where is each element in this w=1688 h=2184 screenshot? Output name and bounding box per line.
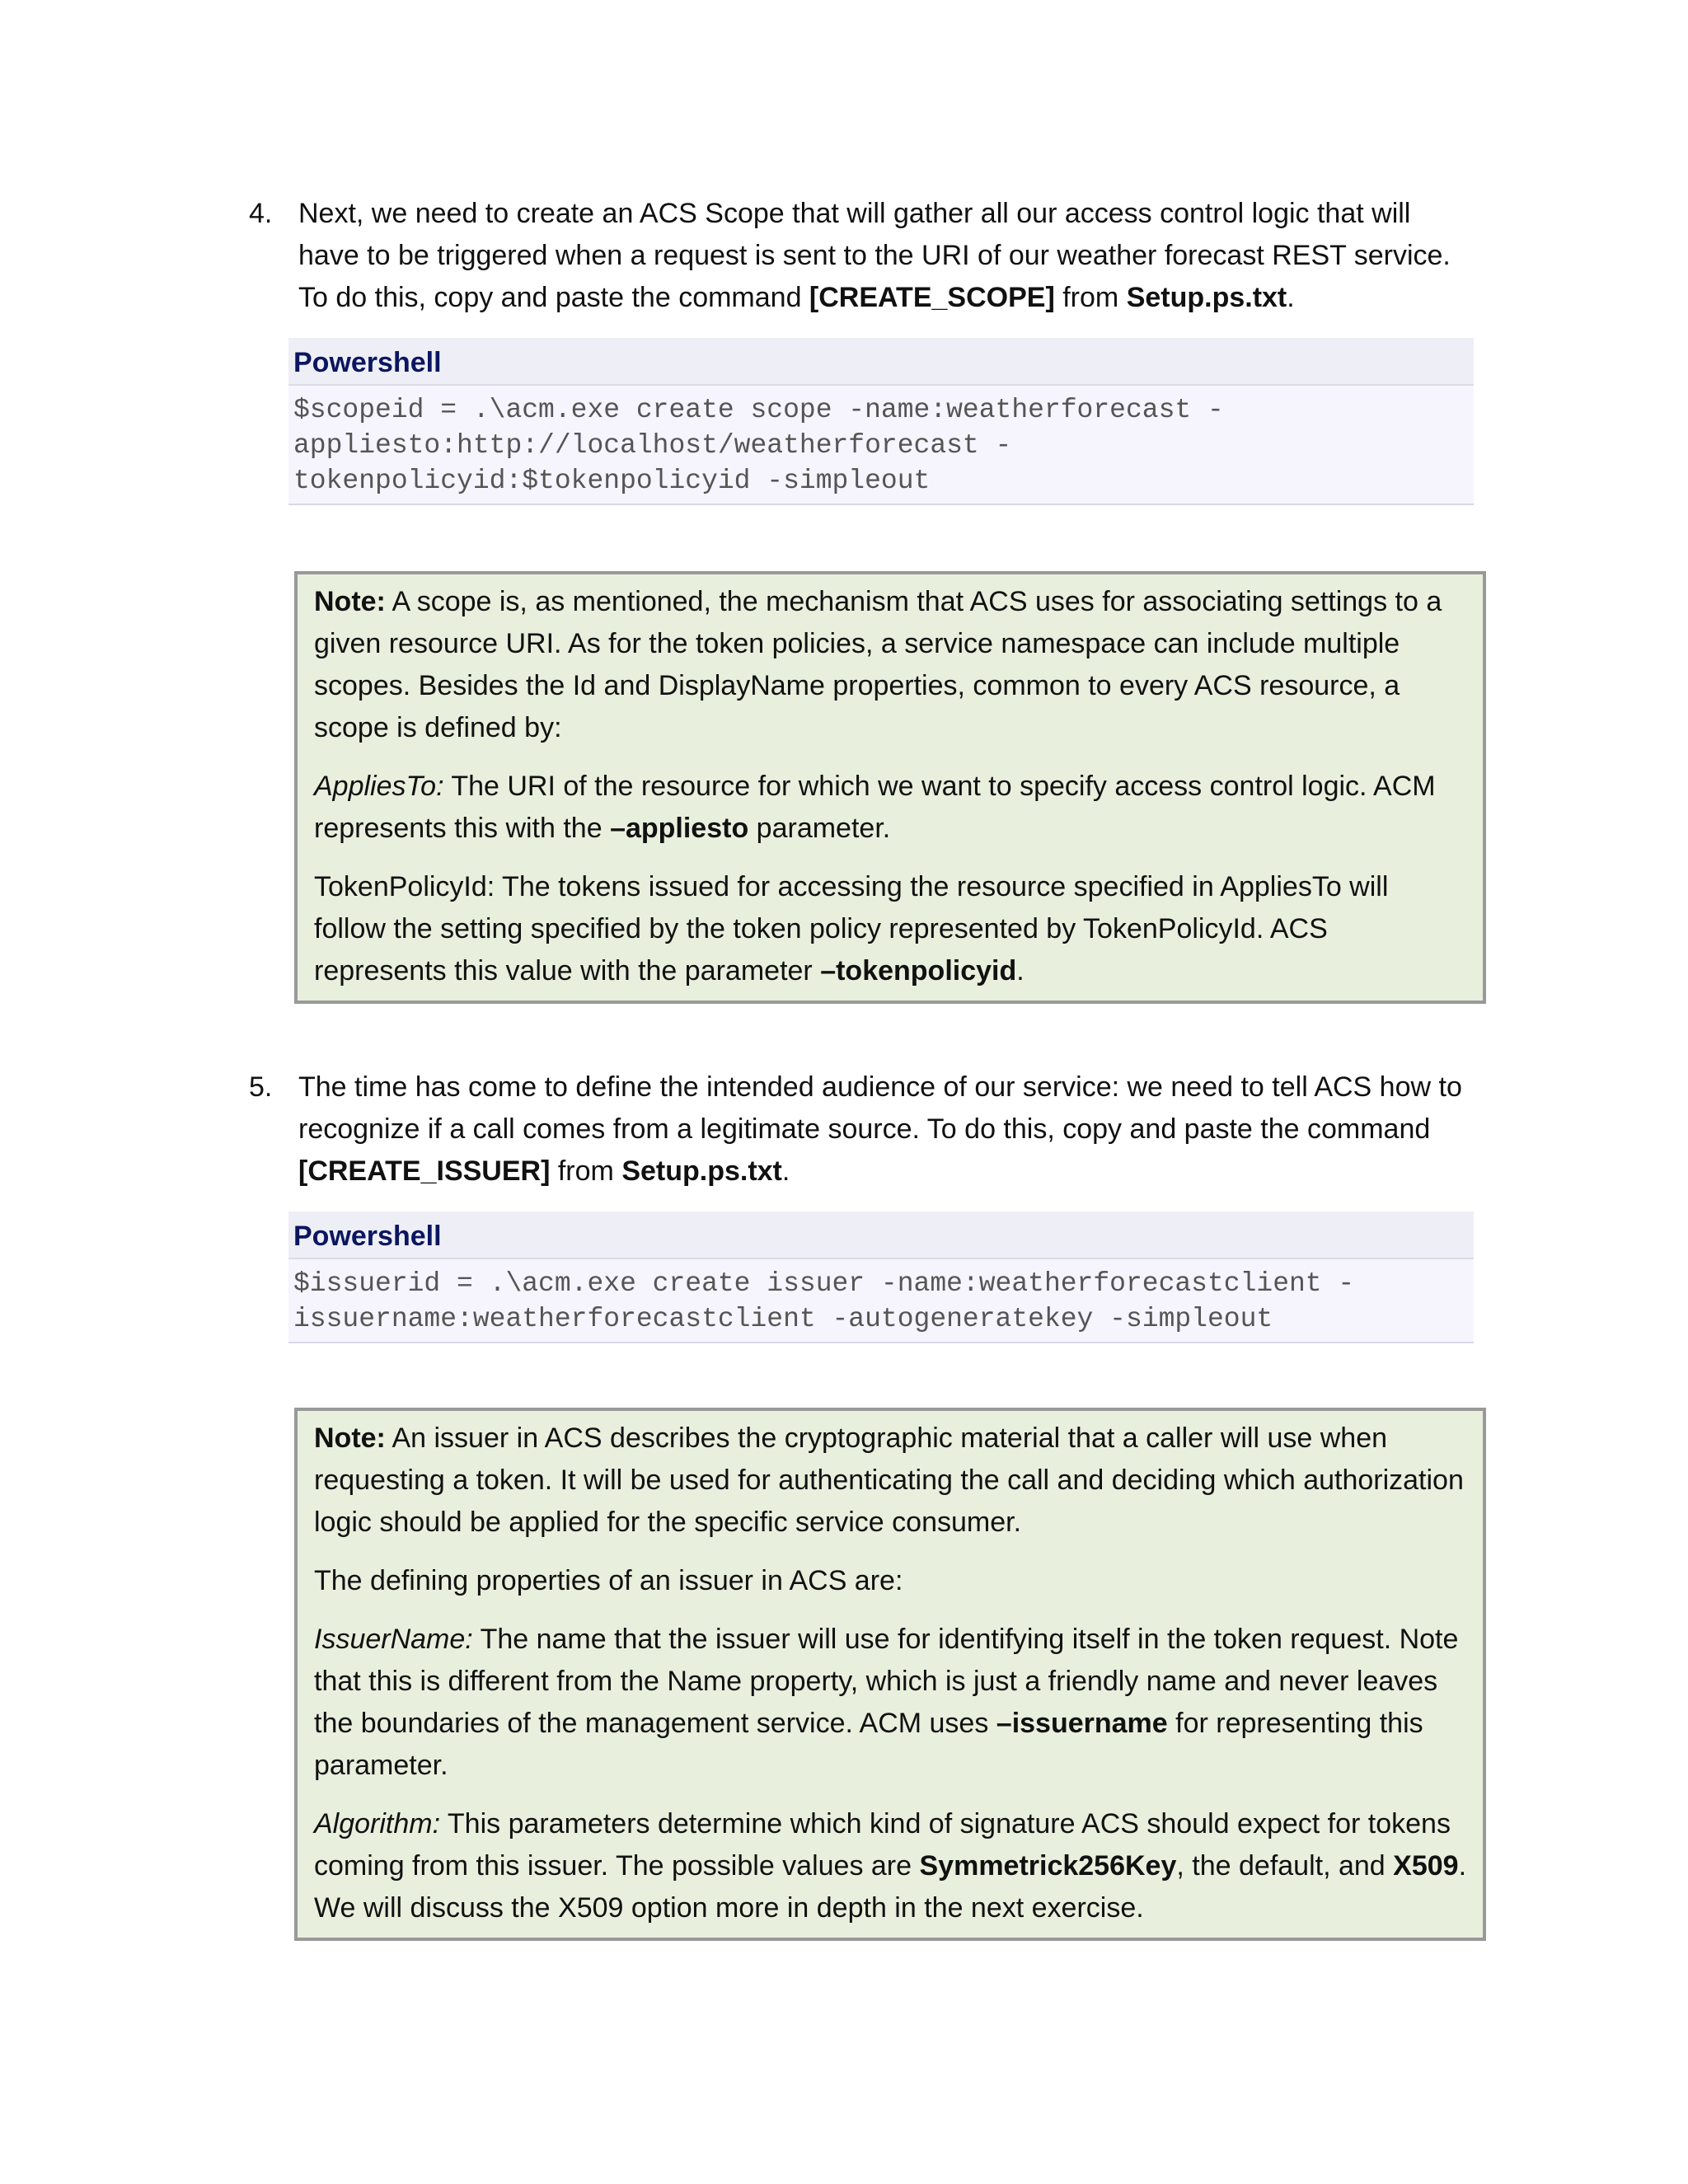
code-language-label: Powershell: [288, 338, 1474, 386]
note-label: Note:: [314, 1422, 386, 1454]
step-text-part: from: [1054, 282, 1127, 313]
note-value: X509: [1393, 1850, 1459, 1882]
note-text: for representing this parameter.: [314, 1708, 1423, 1781]
note-param: –tokenpolicyid: [820, 955, 1017, 987]
note-text: A scope is, as mentioned, the mechanism that ACS uses for associating settings to a given resource URI. As for the token policies, a service namespace can include multiple scopes. Besides the Id and DisplayName properties, common to every ACS resource, a scope is defined by:: [314, 586, 1442, 743]
code-block-create-scope: [288, 338, 1474, 505]
note-text: The URI of the resource for which we want to specify access control logic. ACM represents this with the: [314, 771, 1436, 844]
step-text-part: .: [781, 1155, 790, 1187]
note-text: , the default, and: [1176, 1850, 1394, 1882]
note-paragraph: [314, 1418, 1466, 1544]
note-box-issuer: [294, 1408, 1486, 1941]
note-text: TokenPolicyId: The tokens issued for accessing the resource specified in AppliesTo will follow the setting specified by the token policy represented by TokenPolicyId. ACS represents this value with the parameter: [314, 871, 1389, 987]
code-line: $issuerid = .\acm.exe create issuer -name:weatherforecastclient -: [293, 1268, 1355, 1299]
note-paragraph: [314, 766, 1466, 850]
note-term: IssuerName:: [314, 1624, 473, 1655]
note-paragraph: [314, 1619, 1466, 1787]
step-text-part: from: [550, 1155, 622, 1187]
note-text: .: [1016, 955, 1025, 987]
step-number: 5.: [249, 1071, 273, 1103]
note-text: parameter.: [748, 813, 891, 844]
step-text-part: The time has come to define the intended audience of our service: we need to tell ACS how to recognize if a call comes from a legitimate source. To do this, copy and paste the command: [298, 1071, 1462, 1145]
note-text: . We will discuss the X509 option more in depth in the next exercise.: [314, 1850, 1467, 1924]
step-text: [298, 1066, 1469, 1193]
note-value: Symmetrick256Key: [919, 1850, 1177, 1882]
note-term: Algorithm:: [314, 1808, 441, 1840]
code-block-create-issuer: [288, 1212, 1474, 1343]
note-paragraph: [314, 1803, 1466, 1929]
note-text: An issuer in ACS describes the cryptographic material that a caller will use when requesting a token. It will be used for authenticating the call and deciding which authorization logic should be applied for the specific service consumer.: [314, 1422, 1464, 1538]
code-line: appliesto:http://localhost/weatherforecast -: [293, 430, 1012, 461]
note-param: –issuername: [996, 1708, 1168, 1739]
file-name: Setup.ps.txt: [621, 1155, 782, 1187]
file-name: Setup.ps.txt: [1126, 282, 1287, 313]
code-body[interactable]: [288, 1259, 1474, 1342]
note-term: AppliesTo:: [314, 771, 444, 802]
note-param: –appliesto: [610, 813, 749, 844]
code-body[interactable]: [288, 386, 1474, 504]
command-name: [CREATE_ISSUER]: [298, 1155, 551, 1187]
step-text: [298, 193, 1469, 319]
note-paragraph: [314, 581, 1466, 749]
note-box-scope: [294, 571, 1486, 1004]
note-paragraph: The defining properties of an issuer in ACS are:: [314, 1565, 903, 1596]
step-number: 4.: [249, 198, 273, 229]
code-language-label: Powershell: [288, 1212, 1474, 1259]
code-line: $scopeid = .\acm.exe create scope -name:weatherforecast -: [293, 395, 1224, 425]
code-line: issuername:weatherforecastclient -autogeneratekey -simpleout: [293, 1304, 1273, 1334]
step-text-part: .: [1287, 282, 1295, 313]
code-line: tokenpolicyid:$tokenpolicyid -simpleout: [293, 466, 931, 496]
step-5: [249, 1066, 1469, 1193]
note-label: Note:: [314, 586, 386, 617]
note-text: The name that the issuer will use for identifying itself in the token request. Note that this is different from the Name property, which is just a friendly name and never leaves the boundaries of the management service. ACM uses: [314, 1624, 1459, 1739]
note-paragraph: [314, 866, 1466, 992]
step-text-part: Next, we need to create an ACS Scope that will gather all our access control logic that will have to be triggered when a request is sent to the URI of our weather forecast REST service. To do this, copy and paste the command: [298, 198, 1451, 313]
note-text: This parameters determine which kind of signature ACS should expect for tokens coming from this issuer. The possible values are: [314, 1808, 1451, 1882]
command-name: [CREATE_SCOPE]: [809, 282, 1055, 313]
step-4: [249, 193, 1469, 319]
